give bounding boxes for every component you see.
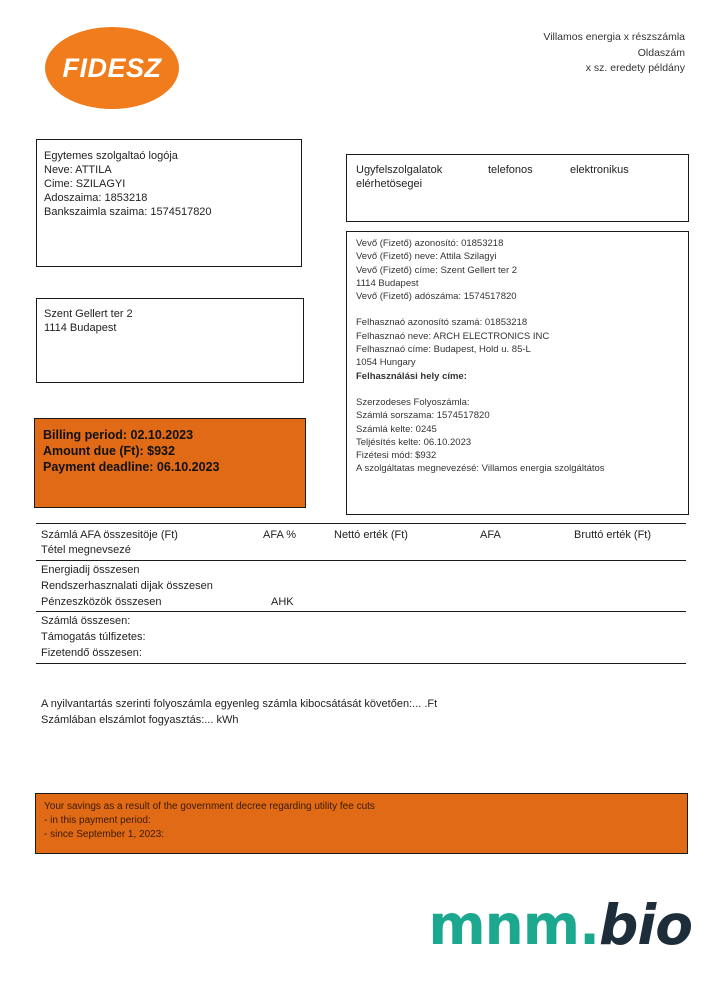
consumption-note: Számlában elszámlot fogyasztás:... kWh <box>41 714 239 726</box>
header-line-3: x sz. eredety példány <box>585 62 685 74</box>
ahk-label: AHK <box>271 596 294 608</box>
customer-service-word-2: telefonos <box>488 164 533 176</box>
savings-since-september: - since September 1, 2023: <box>44 829 165 840</box>
customer-service-word-1: Ugyfelszolgalatok <box>356 164 443 176</box>
header-gross-value: Bruttó erték (Ft) <box>574 529 652 541</box>
invoice-total: Számlá összesen: <box>41 615 131 627</box>
address-box <box>36 298 304 383</box>
details-box <box>346 231 689 515</box>
user-city: 1054 Hungary <box>356 357 416 369</box>
usage-place-label: Felhasználási hely címe: <box>356 370 467 382</box>
header-item-name: Tétel megnevsezé <box>41 544 131 556</box>
fidesz-logo <box>45 27 179 109</box>
header-net-value: Nettó erték (Ft) <box>334 529 408 541</box>
supplier-bank-account: Bankszaimla szaima: 1574517820 <box>44 206 212 218</box>
mnm-bio-watermark <box>428 893 692 957</box>
contract-account: Szerzodeses Folyoszámla: <box>356 396 470 408</box>
energy-fee-total: Energiadij összesen <box>41 564 140 576</box>
address-street: Szent Gellert ter 2 <box>44 308 133 320</box>
table-top-rule <box>36 523 686 524</box>
system-usage-fee-total: Rendszerhasznalati dijak összesen <box>41 580 213 592</box>
invoice-header <box>543 30 685 77</box>
address-city: 1114 Budapest <box>44 322 117 334</box>
payer-name: Vevő (Fizető) neve: Attila Szilagyi <box>356 251 497 263</box>
user-id: Felhasznaó azonosító szamá: 01853218 <box>356 317 528 329</box>
table-rule-2 <box>36 560 686 561</box>
payer-tax-number: Vevő (Fizető) adószáma: 1574517820 <box>356 291 517 303</box>
supplier-box <box>36 139 302 267</box>
header-line-2: Oldaszám <box>637 46 685 59</box>
support-overpayment: Támogatás túlfizetes: <box>41 631 146 643</box>
account-balance-note: A nyilvantartás szerinti folyoszámla egyenleg számla kibocsátását követően:... .Ft <box>41 698 438 710</box>
logo-text: FIDESZ <box>62 53 162 83</box>
customer-service-word-3: elektronikus <box>570 164 629 176</box>
payer-address: Vevő (Fizető) címe: Szent Gellert ter 2 <box>356 264 518 276</box>
amount-due: Amount due (Ft): $932 <box>43 444 175 458</box>
invoice-date: Számlá kelte: 0245 <box>356 423 437 435</box>
fulfilment-date: Teljésítés kelte: 06.10.2023 <box>356 436 472 448</box>
customer-service-line-1 <box>356 163 680 177</box>
table-rule-3 <box>36 611 686 612</box>
billing-summary-box <box>34 418 306 508</box>
amount-payable: Fizetendő összesen: <box>41 647 142 659</box>
customer-service-line-2: elérhetösegei <box>356 178 423 190</box>
payer-city: 1114 Budapest <box>356 277 419 289</box>
payer-id: Vevő (Fizető) azonosító: 01853218 <box>356 238 504 249</box>
supplier-address: Cime: SZILAGYI <box>44 178 126 190</box>
watermark-bio: bio <box>598 893 692 957</box>
funds-total: Pénzeszközök összesen <box>41 596 162 608</box>
billing-period: Billing period: 02.10.2023 <box>43 428 194 442</box>
savings-title: Your savings as a result of the government decree regarding utility fee cuts <box>44 801 375 812</box>
header-vat: AFA <box>480 529 501 541</box>
header-vat-percent: AFA % <box>263 529 297 541</box>
supplier-logo-label: Egytemes szolgaltaó logója <box>44 150 178 162</box>
payment-deadline: Payment deadline: 06.10.2023 <box>43 460 220 474</box>
service-name: A szolgáltatas megnevezésé: Villamos energia szolgáltátos <box>356 463 605 475</box>
supplier-name: Neve: ATTILA <box>44 164 112 176</box>
header-vat-summary: Számlá AFA összesitöje (Ft) <box>41 529 178 541</box>
user-address: Felhasznaó címe: Budapest, Hold u. 85-L <box>356 344 531 356</box>
watermark-mnm: mnm. <box>428 893 599 957</box>
table-bottom-rule <box>36 663 686 664</box>
customer-service-box <box>346 154 689 222</box>
savings-box <box>35 793 688 854</box>
invoice-number: Számlá sorszama: 1574517820 <box>356 410 490 422</box>
payment-method: Fizétesi mód: $932 <box>356 450 437 462</box>
supplier-tax-number: Adoszaima: 1853218 <box>44 192 148 204</box>
user-name: Felhasznaó neve: ARCH ELECTRONICS INC <box>356 330 550 342</box>
header-line-1: Villamos energia x részszámla <box>543 31 685 43</box>
savings-this-period: - in this payment period: <box>44 815 151 826</box>
